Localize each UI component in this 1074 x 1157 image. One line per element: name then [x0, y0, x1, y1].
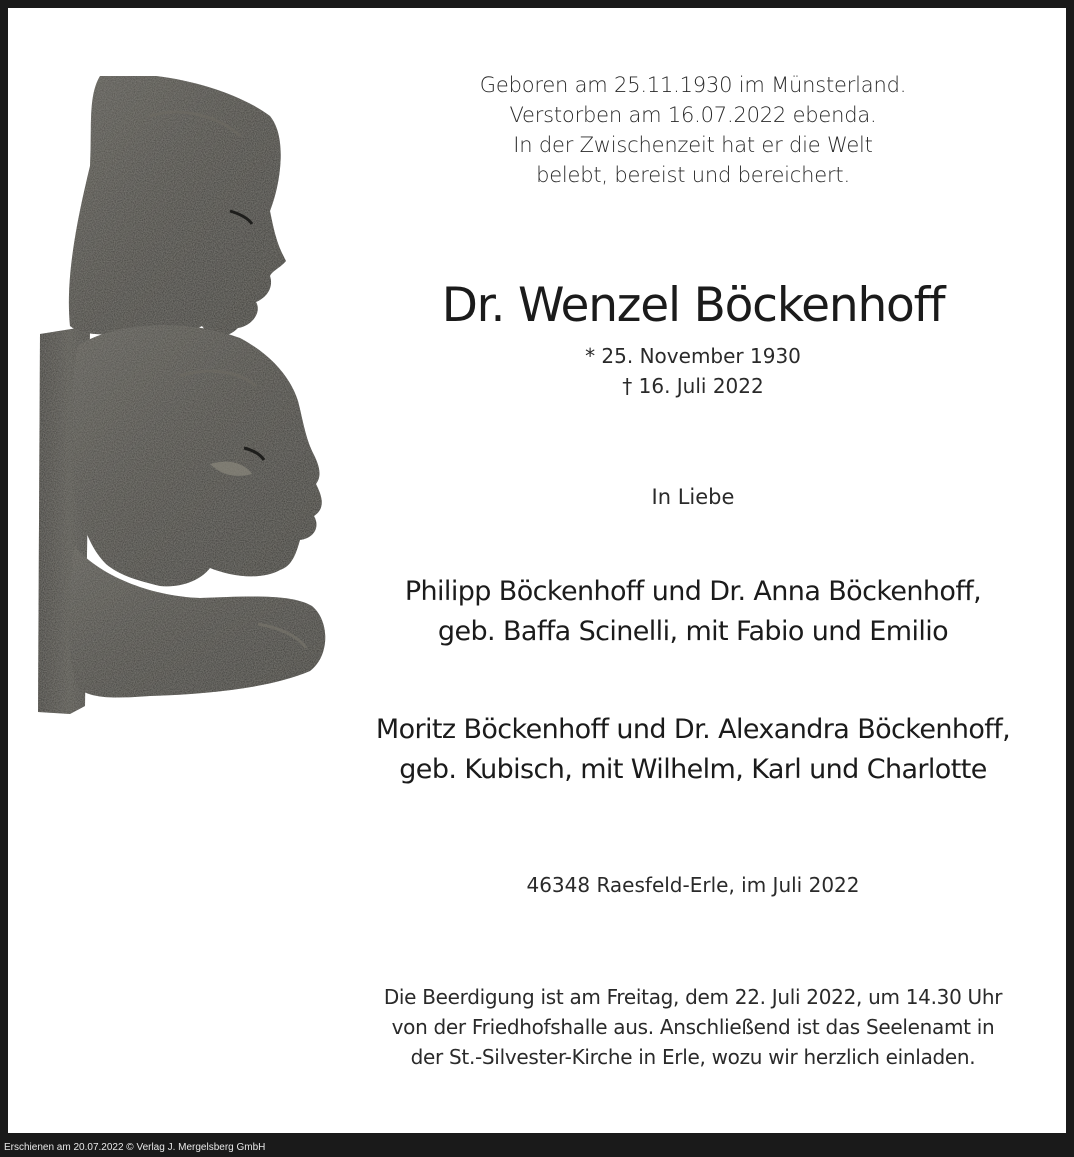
place-and-date: 46348 Raesfeld-Erle, im Juli 2022	[526, 873, 860, 897]
birth-date: * 25. November 1930	[585, 344, 801, 368]
intro-line: In der Zwischenzeit hat er die Welt	[513, 133, 873, 157]
mourner-line: Philipp Böckenhoff und Dr. Anna Böckenhoff,	[404, 576, 982, 607]
funeral-line: der St.-Silvester-Kirche in Erle, wozu wir herzlich einladen.	[410, 1045, 976, 1069]
mourner-family	[343, 572, 1043, 652]
mourner-family	[343, 710, 1043, 790]
intro-line: Verstorben am 16.07.2022 ebenda.	[509, 103, 877, 127]
mourner-line: geb. Kubisch, mit Wilhelm, Karl und Charlotte	[399, 754, 987, 785]
dedication: In Liebe	[651, 485, 735, 509]
intro-line: Geboren am 25.11.1930 im Münsterland.	[479, 73, 907, 97]
funeral-line: von der Friedhofshalle aus. Anschließend ist das Seelenamt in	[391, 1015, 995, 1039]
life-dates	[343, 341, 1043, 401]
intro-line: belebt, bereist und bereichert.	[536, 163, 850, 187]
deceased-name: Dr. Wenzel Böckenhoff	[441, 278, 945, 333]
bronze-relief-image	[30, 76, 342, 714]
publication-footer: Erschienen am 20.07.2022 © Verlag J. Mergelsberg GmbH	[4, 1142, 266, 1153]
mourner-line: Moritz Böckenhoff und Dr. Alexandra Böckenhoff,	[375, 714, 1011, 745]
funeral-line: Die Beerdigung ist am Freitag, dem 22. Juli 2022, um 14.30 Uhr	[383, 985, 1003, 1009]
death-date: † 16. Juli 2022	[622, 374, 764, 398]
intro-verse	[343, 70, 1043, 190]
obituary-notice	[8, 8, 1066, 1133]
funeral-info	[343, 982, 1043, 1072]
mourner-line: geb. Baffa Scinelli, mit Fabio und Emilio	[437, 616, 949, 647]
